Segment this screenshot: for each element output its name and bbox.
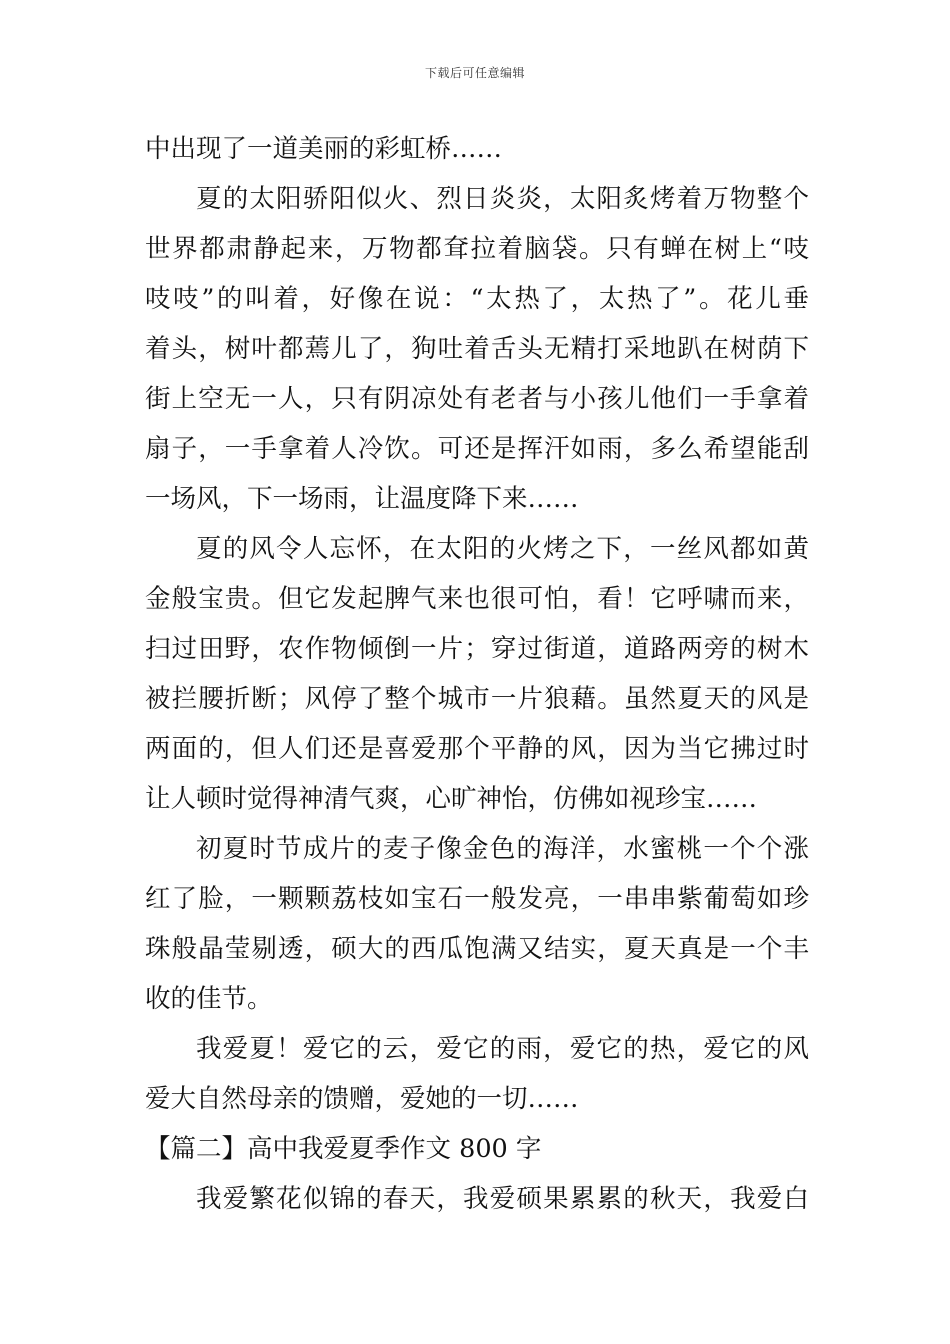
text-line: 初夏时节成片的麦子像金色的海洋，水蜜桃一个个涨 xyxy=(196,834,809,864)
text-line: 夏的风令人忘怀，在太阳的火烤之下，一丝风都如黄 xyxy=(196,534,809,564)
text-line: 着头，树叶都蔫儿了，狗吐着舌头无精打采地趴在树荫下 xyxy=(145,334,809,364)
document-body xyxy=(145,124,809,1224)
section-heading: 【篇二】高中我爱夏季作文 800 字 xyxy=(145,1134,542,1164)
text-line: 中出现了一道美丽的彩虹桥…… xyxy=(145,134,503,164)
text-line: 扫过田野，农作物倾倒一片；穿过街道，道路两旁的树木 xyxy=(145,634,809,664)
header-note: 下载后可任意编辑 xyxy=(424,66,525,80)
text-line: 吱吱”的叫着，好像在说：“太热了，太热了”。花儿垂 xyxy=(145,284,809,314)
text-line: 爱大自然母亲的馈赠，爱她的一切…… xyxy=(145,1084,579,1114)
text-line: 被拦腰折断；风停了整个城市一片狼藉。虽然夏天的风是 xyxy=(145,684,809,714)
text-line: 一场风，下一场雨，让温度降下来…… xyxy=(145,484,579,514)
text-line: 珠般晶莹剔透，硕大的西瓜饱满又结实，夏天真是一个丰 xyxy=(145,934,809,964)
text-line: 金般宝贵。但它发起脾气来也很可怕，看！它呼啸而来， xyxy=(145,584,809,614)
text-line: 收的佳节。 xyxy=(145,984,273,1014)
text-line: 让人顿时觉得神清气爽，心旷神怡，仿佛如视珍宝…… xyxy=(145,784,758,814)
text-line: 我爱繁花似锦的春天，我爱硕果累累的秋天，我爱白 xyxy=(196,1184,809,1214)
text-line: 我爱夏！爱它的云，爱它的雨，爱它的热，爱它的风 xyxy=(196,1034,809,1064)
text-line: 街上空无一人，只有阴凉处有老者与小孩儿他们一手拿着 xyxy=(145,384,809,414)
text-line: 世界都肃静起来，万物都耷拉着脑袋。只有蝉在树上“吱 xyxy=(145,234,809,264)
text-line: 扇子，一手拿着人冷饮。可还是挥汗如雨，多么希望能刮 xyxy=(145,434,809,464)
text-line: 夏的太阳骄阳似火、烈日炎炎，太阳炙烤着万物整个 xyxy=(196,184,809,214)
text-line: 红了脸，一颗颗荔枝如宝石一般发亮，一串串紫葡萄如珍 xyxy=(145,884,809,914)
text-line: 两面的，但人们还是喜爱那个平静的风，因为当它拂过时 xyxy=(145,734,809,764)
